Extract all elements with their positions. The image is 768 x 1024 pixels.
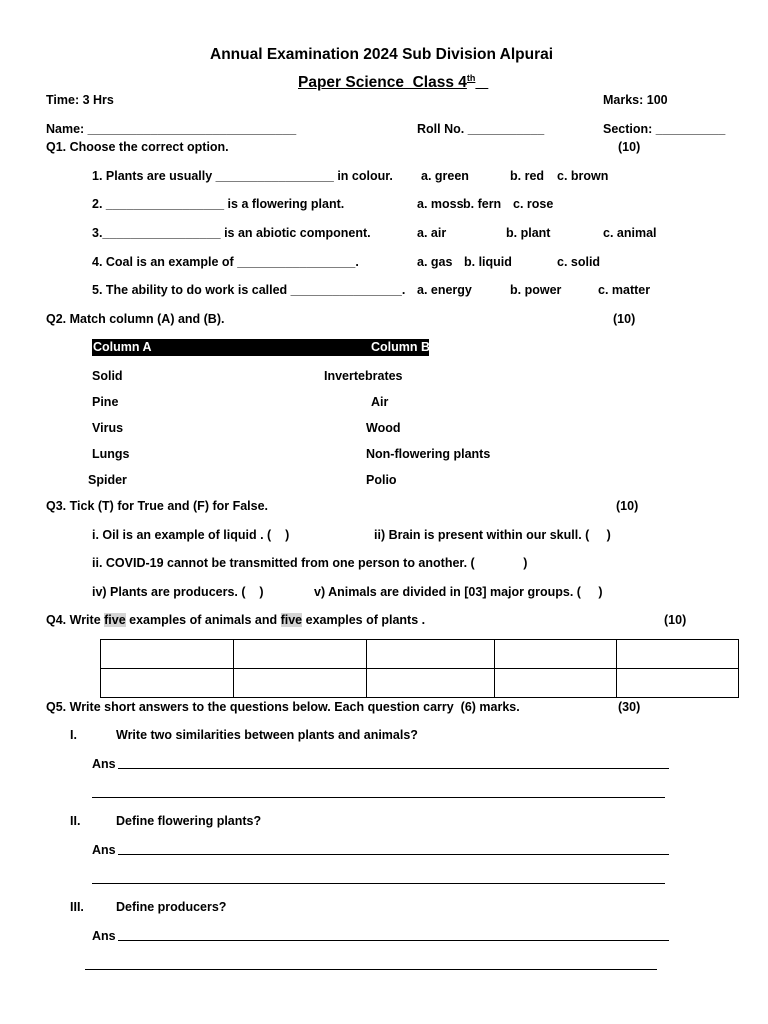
table-cell[interactable] bbox=[101, 669, 234, 698]
q1-option-b: b. plant bbox=[506, 226, 551, 240]
subtitle-text: Paper Science Class 4 bbox=[298, 74, 467, 92]
column-a-item: Solid bbox=[92, 369, 123, 383]
q5-question-number: III. bbox=[70, 900, 84, 914]
answer-line[interactable] bbox=[92, 883, 665, 884]
q1-option-c: c. animal bbox=[603, 226, 657, 240]
q3-statement: iv) Plants are producers. ( ) bbox=[92, 585, 264, 599]
table-cell[interactable] bbox=[617, 640, 739, 669]
q5-question-number: II. bbox=[70, 814, 81, 828]
paper-subtitle bbox=[298, 69, 488, 92]
q3-statement: ii. COVID-19 cannot be transmitted from one person to another. ( ) bbox=[92, 556, 528, 570]
answer-label: Ans bbox=[92, 929, 116, 943]
q2-heading: Q2. Match column (A) and (B). bbox=[46, 312, 225, 326]
column-b-item: Polio bbox=[366, 473, 397, 487]
table-cell[interactable] bbox=[367, 669, 495, 698]
q1-option-c: c. rose bbox=[513, 197, 554, 211]
roll-field: Roll No. ___________ bbox=[417, 122, 545, 136]
q4-marks: (10) bbox=[664, 613, 687, 627]
table-cell[interactable] bbox=[495, 640, 617, 669]
table-cell[interactable] bbox=[101, 640, 234, 669]
q1-option-a: a. energy bbox=[417, 283, 472, 297]
q1-option-a: a. gas bbox=[417, 255, 453, 269]
q2-marks: (10) bbox=[613, 312, 636, 326]
column-a-item: Virus bbox=[92, 421, 124, 435]
column-a-item: Spider bbox=[88, 473, 127, 487]
subtitle-underline-tail bbox=[475, 74, 488, 91]
table-row bbox=[101, 669, 739, 698]
answer-line[interactable] bbox=[85, 969, 657, 970]
marks-label: Marks: 100 bbox=[603, 93, 668, 107]
column-b-item: Non-flowering plants bbox=[366, 447, 491, 461]
column-b-item: Invertebrates bbox=[324, 369, 403, 383]
column-a-item: Lungs bbox=[92, 447, 130, 461]
match-table-header bbox=[92, 339, 429, 356]
q1-stem: 3._________________ is an abiotic component. bbox=[92, 226, 371, 240]
exam-title: Annual Examination 2024 Sub Division Alpurai bbox=[210, 46, 554, 63]
table-cell[interactable] bbox=[495, 669, 617, 698]
table-cell[interactable] bbox=[617, 669, 739, 698]
q1-option-a: a. moss bbox=[417, 197, 464, 211]
q1-option-a: a. air bbox=[417, 226, 447, 240]
q3-statement: i. Oil is an example of liquid . ( ) bbox=[92, 528, 290, 542]
name-field: Name: ______________________________ bbox=[46, 122, 297, 136]
q1-option-c: c. solid bbox=[557, 255, 601, 269]
answer-label: Ans bbox=[92, 757, 116, 771]
column-b-item: Wood bbox=[366, 421, 401, 435]
section-field: Section: __________ bbox=[603, 122, 726, 136]
q1-option-b: b. red bbox=[510, 169, 545, 183]
q1-option-b: b. power bbox=[510, 283, 562, 297]
column-a-item: Pine bbox=[92, 395, 119, 409]
q1-option-c: c. brown bbox=[557, 169, 609, 183]
q1-stem: 1. Plants are usually _________________ in colour. bbox=[92, 169, 393, 183]
table-cell[interactable] bbox=[234, 669, 367, 698]
q5-question-number: I. bbox=[70, 728, 77, 742]
q5-question-text: Write two similarities between plants and animals? bbox=[116, 728, 418, 742]
q5-question-text: Define flowering plants? bbox=[116, 814, 262, 828]
q1-option-b: b. liquid bbox=[464, 255, 512, 269]
q1-option-a: a. green bbox=[421, 169, 469, 183]
table-cell[interactable] bbox=[367, 640, 495, 669]
q5-heading: Q5. Write short answers to the questions below. Each question carry (6) marks. bbox=[46, 700, 520, 714]
q3-heading: Q3. Tick (T) for True and (F) for False. bbox=[46, 499, 269, 513]
highlight-five: five bbox=[280, 613, 303, 627]
q3-marks: (10) bbox=[616, 499, 639, 513]
q1-heading: Q1. Choose the correct option. bbox=[46, 140, 229, 154]
subtitle-superscript: th bbox=[466, 73, 476, 83]
time-label: Time: 3 Hrs bbox=[46, 93, 114, 107]
q1-marks: (10) bbox=[618, 140, 641, 154]
answer-label: Ans bbox=[92, 843, 116, 857]
answer-line[interactable] bbox=[118, 854, 669, 855]
table-cell[interactable] bbox=[234, 640, 367, 669]
q1-option-b: b. fern bbox=[463, 197, 502, 211]
q5-question-text: Define producers? bbox=[116, 900, 227, 914]
q3-statement: v) Animals are divided in [03] major groups. ( ) bbox=[314, 585, 603, 599]
q3-statement: ii) Brain is present within our skull. ( ) bbox=[374, 528, 611, 542]
q4-heading bbox=[46, 612, 425, 628]
q1-stem: 4. Coal is an example of _________________. bbox=[92, 255, 359, 269]
q5-marks: (30) bbox=[618, 700, 641, 714]
table-row bbox=[101, 640, 739, 669]
q4-heading-part: examples of animals and bbox=[125, 613, 281, 627]
answer-line[interactable] bbox=[92, 797, 665, 798]
column-b-header: Column B bbox=[371, 340, 431, 354]
examples-table bbox=[100, 639, 739, 698]
answer-line[interactable] bbox=[118, 768, 669, 769]
q4-heading-part: Q4. Write bbox=[46, 613, 105, 627]
highlight-five: five bbox=[104, 613, 126, 627]
answer-line[interactable] bbox=[118, 940, 669, 941]
column-b-item: Air bbox=[371, 395, 389, 409]
q4-heading-part: examples of plants . bbox=[302, 613, 426, 627]
column-a-header: Column A bbox=[93, 340, 152, 354]
q1-option-c: c. matter bbox=[598, 283, 651, 297]
q1-stem: 2. _________________ is a flowering plant. bbox=[92, 197, 345, 211]
q1-stem: 5. The ability to do work is called ________________. bbox=[92, 283, 406, 297]
